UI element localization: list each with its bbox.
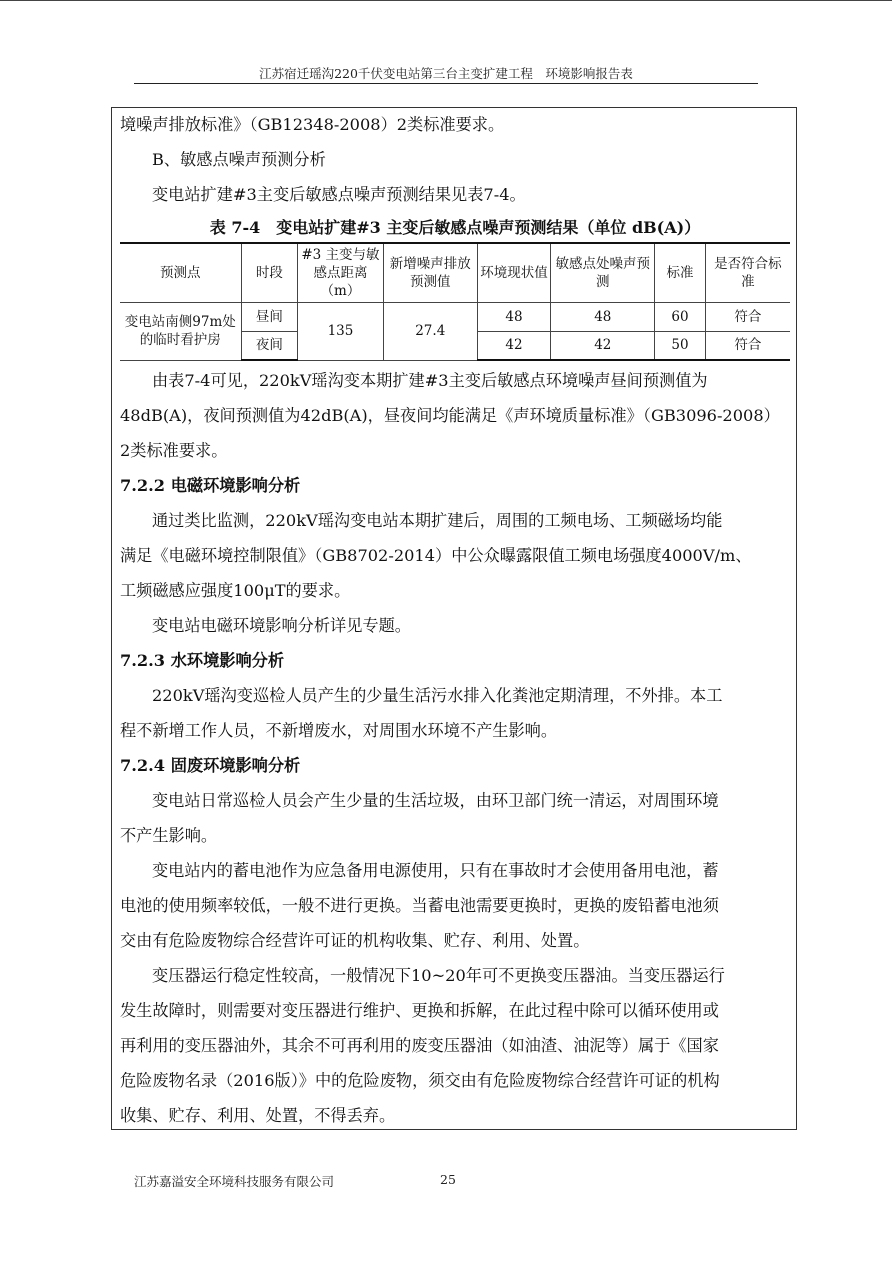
section-heading: 7.2.2 电磁环境影响分析	[120, 476, 301, 495]
table-cell-compliant: 符合	[705, 331, 790, 360]
table-header-cell: 敏感点处噪声预测	[551, 243, 655, 302]
paragraph-line: 由表7-4可见，220kV瑶沟变本期扩建#3主变后敏感点环境噪声昼间预测值为	[152, 371, 708, 390]
header-rule	[134, 83, 758, 84]
paragraph-line: 收集、贮存、利用、处置，不得丢弃。	[120, 1106, 396, 1125]
page-number: 25	[440, 1172, 456, 1187]
section-heading: 7.2.4 固废环境影响分析	[120, 756, 301, 775]
subsection-title: B、敏感点噪声预测分析	[152, 150, 326, 169]
table-caption: 表 7-4 变电站扩建#3 主变后敏感点噪声预测结果（单位 dB(A)）	[209, 218, 701, 237]
footer-company: 江苏嘉溢安全环境科技服务有限公司	[134, 1174, 335, 1189]
table-header-cell: 标准	[655, 243, 705, 302]
table-row	[120, 302, 790, 331]
paragraph-line: 再利用的变压器油外，其余不可再利用的废变压器油（如油渣、油泥等）属于《国家	[120, 1036, 719, 1055]
table-cell-current: 42	[477, 331, 551, 360]
paragraph-line: 工频磁感应强度100μT的要求。	[120, 581, 351, 600]
page-top-border	[0, 0, 892, 1]
table-cell-predicted: 42	[551, 331, 655, 360]
paragraph-line: 变电站日常巡检人员会产生少量的生活垃圾，由环卫部门统一清运，对周围环境	[152, 791, 719, 810]
paragraph-line: 通过类比监测，220kV瑶沟变电站本期扩建后，周围的工频电场、工频磁场均能	[152, 511, 723, 530]
paragraph-line: 满足《电磁环境控制限值》（GB8702-2014）中公众曝露限值工频电场强度4000V/m、	[120, 546, 752, 565]
paragraph-line: 电池的使用频率较低，一般不进行更换。当蓄电池需要更换时，更换的废铅蓄电池须	[120, 896, 719, 915]
table-header-cell: 新增噪声排放预测值	[383, 243, 477, 302]
document-body	[120, 107, 790, 1133]
table-header-cell: 时段	[241, 243, 298, 302]
table-cell-location: 变电站南侧97m处的临时看护房	[120, 302, 241, 360]
paragraph-line: 程不新增工作人员，不新增废水，对周围水环境不产生影响。	[120, 721, 558, 740]
running-header: 江苏宿迁瑶沟220千伏变电站第三台主变扩建工程 环境影响报告表	[259, 66, 633, 81]
table-header-cell: 是否符合标准	[705, 243, 790, 302]
paragraph-line: 变电站电磁环境影响分析详见专题。	[152, 616, 411, 635]
table-header-row	[120, 243, 790, 302]
paragraph-line: 220kV瑶沟变巡检人员产生的少量生活污水排入化粪池定期清理，不外排。本工	[152, 686, 723, 705]
table-header-cell: 预测点	[120, 243, 241, 302]
table-cell-standard: 60	[655, 302, 705, 331]
paragraph-line: 危险废物名录（2016版）》中的危险废物，须交由有危险废物综合经营许可证的机构	[120, 1071, 720, 1090]
paragraph-line: 2类标准要求。	[120, 441, 228, 460]
paragraph: 境噪声排放标准》（GB12348-2008）2类标准要求。	[120, 115, 505, 134]
section-heading: 7.2.3 水环境影响分析	[120, 651, 285, 670]
paragraph-line: 不产生影响。	[120, 826, 218, 845]
table-header-cell: 环境现状值	[477, 243, 551, 302]
table-cell-period: 夜间	[241, 331, 298, 360]
paragraph-line: 变电站内的蓄电池作为应急备用电源使用，只有在事故时才会使用备用电池，蓄	[152, 861, 719, 880]
table-cell-predicted: 48	[551, 302, 655, 331]
table-cell-current: 48	[477, 302, 551, 331]
paragraph: 变电站扩建#3主变后敏感点噪声预测结果见表7-4。	[152, 185, 526, 204]
table-header-cell: #3 主变与敏感点距离（m）	[298, 243, 384, 302]
table-cell-added-noise: 27.4	[383, 302, 477, 360]
table-cell-compliant: 符合	[705, 302, 790, 331]
paragraph-line: 变压器运行稳定性较高，一般情况下10~20年可不更换变压器油。当变压器运行	[152, 966, 725, 985]
table-cell-distance: 135	[298, 302, 384, 360]
noise-prediction-table	[120, 242, 790, 361]
table-cell-period: 昼间	[241, 302, 298, 331]
paragraph-line: 发生故障时，则需要对变压器进行维护、更换和拆解，在此过程中除可以循环使用或	[120, 1001, 719, 1020]
paragraph-line: 交由有危险废物综合经营许可证的机构收集、贮存、利用、处置。	[120, 931, 590, 950]
paragraph-line: 48dB(A)，夜间预测值为42dB(A)，昼夜间均能满足《声环境质量标准》（GB3096-2008）	[120, 406, 780, 425]
table-cell-standard: 50	[655, 331, 705, 360]
